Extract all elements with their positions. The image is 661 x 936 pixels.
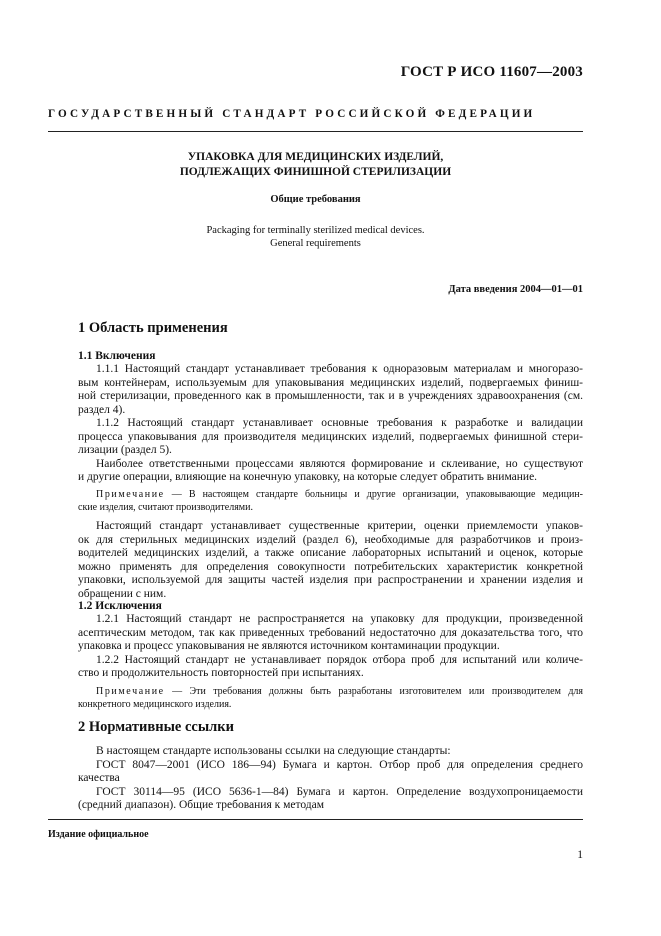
note-2: Примечание — Эти требования должны быть разработаны изготовителем или производителем для конкретного медицинского изделия. (78, 686, 583, 710)
reference-item: ГОСТ 8047—2001 (ИСО 186—94) Бумага и картон. Отбор проб для определения среднего (96, 758, 583, 771)
english-title (48, 224, 583, 250)
subsection-1-1-heading: 1.1 Включения (78, 350, 156, 362)
paragraph-1-1-1: 1.1.1 Настоящий стандарт устанавливает требования к одноразовым материалам и многоразо- вым контейнерам, используемым для упаковывания медицинских изделий, подвергаемых финиш- ной стерилизации, проведенного как в промышленности, так и в учреждениях здравоохранения (см. раздел 4). 1.1.2 Настоящий стандарт устанавливает основные требования к разработке и валидации процесса упаковывания для производителя медицинских изделий, подвергаемых финишной стери- лизации (раздел 5). Наиболее ответственными процессами являются формирование и склеивание, но существуют и другие операции, влияющие на конечную упаковку, на которые следует обратить внимание. (78, 363, 583, 483)
footer-divider (48, 819, 583, 820)
note-label: Примечание (96, 489, 165, 500)
note-1: Примечание — В настоящем стандарте больницы и другие организации, упаковывающие медицин- ские изделия, считают производителями. (78, 489, 583, 513)
english-title-line-2: General requirements (270, 238, 361, 249)
introduction-date: Дата введения 2004—01—01 (448, 284, 583, 295)
standard-code: ГОСТ Р ИСО 11607—2003 (400, 64, 583, 80)
document-subtitle: Общие требования (270, 194, 361, 205)
subsection-1-2-heading: 1.2 Исключения (78, 600, 162, 612)
title-line-1: УПАКОВКА ДЛЯ МЕДИЦИНСКИХ ИЗДЕЛИЙ, (187, 151, 444, 163)
section-1-heading: 1 Область применения (78, 320, 228, 336)
section-2-heading: 2 Нормативные ссылки (78, 719, 234, 735)
state-standard-banner: ГОСУДАРСТВЕННЫЙ СТАНДАРТ РОССИЙСКОЙ ФЕДЕРАЦИИ (48, 108, 536, 120)
title-line-2: ПОДЛЕЖАЩИХ ФИНИШНОЙ СТЕРИЛИЗАЦИИ (179, 166, 452, 178)
page-number: 1 (577, 849, 583, 861)
official-edition-label: Издание официальное (48, 829, 149, 840)
english-title-line-1: Packaging for terminally sterilized medical devices. (206, 225, 425, 236)
reference-item: ГОСТ 30114—95 (ИСО 5636-1—84) Бумага и картон. Определение воздухопроницаемости (96, 785, 583, 798)
note-label: Примечание (96, 686, 165, 697)
header-divider (48, 131, 583, 132)
document-title (48, 150, 583, 180)
paragraph-1-2: 1.2.1 Настоящий стандарт не распространяется на упаковку для продукции, произведенной асептическим методом, так как приведенных требований недостаточно для доказательства того, что упаковка и процесс упаковывания не являются источником контаминации продукции. 1.2.2 Настоящий стандарт не устанавливает порядок отбора проб для испытаний или количе- ство и продолжительность повторностей при испытаниях. (78, 613, 583, 679)
normative-references: В настоящем стандарте использованы ссылки на следующие стандарты: ГОСТ 8047—2001 (ИСО 186—94) Бумага и картон. Отбор проб для определения среднего качества ГОСТ 30114—95 (ИСО 5636-1—84) Бумага и картон. Определение воздухопроницаемости (средний диапазон). Общие требования к методам (78, 745, 583, 811)
paragraph-criteria: Настоящий стандарт устанавливает существенные критерии, оценки приемлемости упаков- ок для стерильных медицинских изделий (раздел 6), необходимые для разработчиков и произ- водителей медицинских изделий, а также описание лабораторных испытаний и оценок, которые можно применять для определения совокупности потребительских характеристик конкретной упаковки, используемой для защиты частей изделия при распространении и хранении изделия и обращении с ним. (78, 520, 583, 600)
